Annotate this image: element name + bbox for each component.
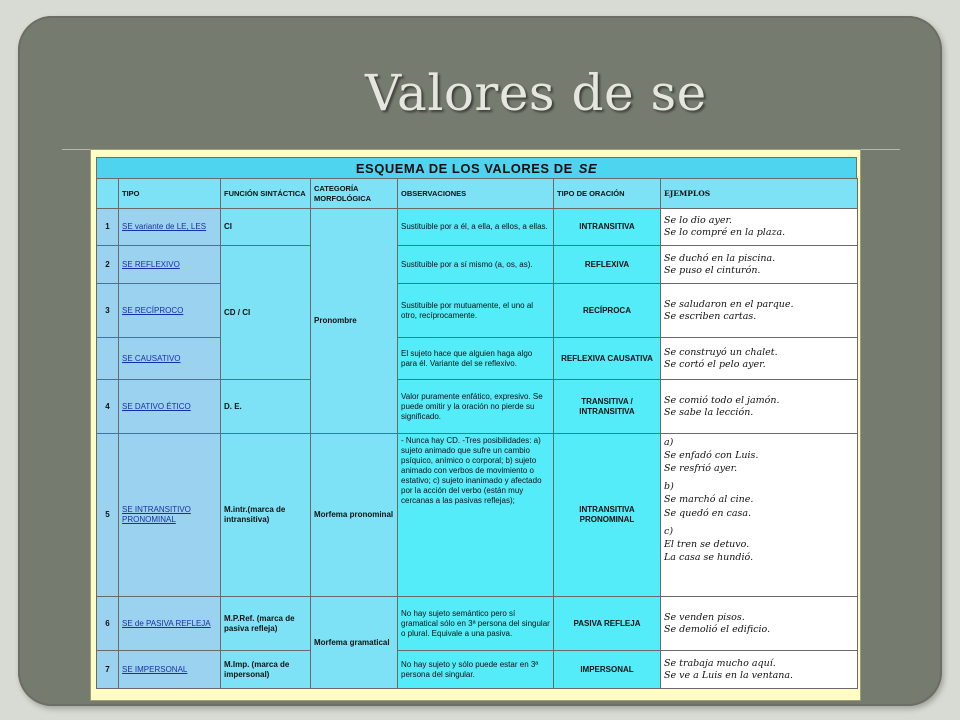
row-oracion: IMPERSONAL [554, 651, 661, 689]
row-tipo-link[interactable]: SE REFLEXIVO [122, 259, 180, 269]
table-row [97, 284, 858, 338]
row-ejemplos [661, 434, 858, 597]
row-tipo-link[interactable]: SE RECÍPROCO [122, 305, 184, 315]
row-tipo[interactable] [119, 380, 221, 434]
row-observaciones: Valor puramente enfático, expresivo. Se puede omitir y la oración no pierde su significado. [398, 380, 554, 434]
ejemplo: Se demolió el edificio. [664, 623, 771, 635]
row-ejemplos [661, 284, 858, 338]
row-tipo[interactable] [119, 338, 221, 380]
row-observaciones: Sustituible por a él, a ella, a ellos, a ellas. [398, 209, 554, 246]
row-observaciones: No hay sujeto y sólo puede estar en 3ª persona del singular. [398, 651, 554, 689]
ejemplo: Se cortó el pelo ayer. [664, 358, 766, 370]
row-oracion: INTRANSITIVA [554, 209, 661, 246]
row-oracion: PASIVA REFLEJA [554, 597, 661, 651]
header-num [97, 179, 119, 209]
header-ejemplos: EJEMPLOS [661, 179, 858, 209]
row-num: 2 [97, 246, 119, 284]
table-row [97, 246, 858, 284]
row-funcion: CI [221, 209, 311, 246]
row-num: 4 [97, 380, 119, 434]
ejemplo: Se venden pisos. [664, 611, 745, 623]
row-tipo[interactable] [119, 246, 221, 284]
ejemplo: El tren se detuvo. [664, 538, 750, 550]
row-num: 3 [97, 284, 119, 338]
ejemplo: b) [664, 481, 674, 493]
row-ejemplos [661, 651, 858, 689]
row-funcion: M.intr.(marca de intransitiva) [221, 434, 311, 597]
row-observaciones: No hay sujeto semántico pero sí gramatical sólo en 3ª persona del singular o plural. Equivale a una pasiva. [398, 597, 554, 651]
scheme-table-image [90, 149, 861, 701]
row-num: 6 [97, 597, 119, 651]
ejemplo: Se trabaja mucho aquí. [664, 657, 776, 669]
row-observaciones: - Nunca hay CD. -Tres posibilidades: a) sujeto animado que sufre un cambio psíquico, anímico o corporal; b) sujeto animado con verbos de movimiento o estativo; c) sujeto inanimado y afectado por la acción del verbo (están muy cercanas a las pasivas reflejas); [398, 434, 554, 597]
ejemplo: Se duchó en la piscina. [664, 252, 776, 264]
row-oracion: REFLEXIVA [554, 246, 661, 284]
row-oracion: RECÍPROCA [554, 284, 661, 338]
row-observaciones: Sustituible por mutuamente, el uno al otro, recíprocamente. [398, 284, 554, 338]
row-categoria: Morfema pronominal [311, 434, 398, 597]
row-observaciones: El sujeto hace que alguien haga algo para él. Variante del se reflexivo. [398, 338, 554, 380]
ejemplo: Se quedó en casa. [664, 507, 752, 519]
row-oracion: TRANSITIVA / INTRANSITIVA [554, 380, 661, 434]
row-ejemplos [661, 246, 858, 284]
row-tipo[interactable] [119, 597, 221, 651]
table-banner [96, 157, 857, 180]
table-row [97, 651, 858, 689]
ejemplo: Se sabe la lección. [664, 406, 754, 418]
ejemplo: La casa se hundió. [664, 551, 754, 563]
ejemplo: c) [664, 525, 674, 537]
table-header-row [97, 179, 858, 209]
table-row [97, 209, 858, 246]
header-funcion: FUNCIÓN SINTÁCTICA [221, 179, 311, 209]
row-categoria: Morfema gramatical [311, 597, 398, 689]
ejemplo: Se enfadó con Luis. [664, 450, 759, 462]
ejemplo: Se resfrió ayer. [664, 463, 738, 475]
header-categoria: CATEGORÍA MORFOLÓGICA [311, 179, 398, 209]
header-tipo: TIPO [119, 179, 221, 209]
row-tipo[interactable] [119, 284, 221, 338]
row-ejemplos [661, 338, 858, 380]
row-num: 7 [97, 651, 119, 689]
row-tipo[interactable] [119, 209, 221, 246]
ejemplo: Se saludaron en el parque. [664, 298, 794, 310]
table-row [97, 380, 858, 434]
ejemplo: Se ve a Luis en la ventana. [664, 669, 794, 681]
banner-em: SE [578, 161, 598, 176]
row-ejemplos [661, 597, 858, 651]
ejemplo: Se escriben cartas. [664, 310, 757, 322]
table-row [97, 434, 858, 597]
row-tipo-link[interactable]: SE IMPERSONAL [122, 664, 188, 674]
row-observaciones: Sustituible por a sí mismo (a, os, as). [398, 246, 554, 284]
table-row [97, 597, 858, 651]
row-ejemplos [661, 380, 858, 434]
row-oracion: REFLEXIVA CAUSATIVA [554, 338, 661, 380]
slide-title: Valores de se [365, 64, 707, 122]
ejemplo: Se puso el cinturón. [664, 264, 761, 276]
row-num [97, 338, 119, 380]
row-funcion: D. E. [221, 380, 311, 434]
ejemplo: Se marchó al cine. [664, 494, 754, 506]
scheme-table [96, 178, 858, 689]
row-tipo[interactable] [119, 434, 221, 597]
ejemplo: Se lo compré en la plaza. [664, 227, 786, 238]
row-ejemplos [661, 209, 858, 246]
ejemplo: Se lo dio ayer. [664, 215, 732, 227]
row-tipo-link[interactable]: SE de PASIVA REFLEJA [122, 618, 211, 628]
row-tipo[interactable] [119, 651, 221, 689]
row-categoria: Pronombre [311, 209, 398, 434]
row-num: 5 [97, 434, 119, 597]
row-funcion: M.Imp. (marca de impersonal) [221, 651, 311, 689]
row-tipo-link[interactable]: SE variante de LE, LES [122, 222, 207, 231]
row-num: 1 [97, 209, 119, 246]
row-funcion: M.P.Ref. (marca de pasiva refleja) [221, 597, 311, 651]
row-tipo-link[interactable]: SE INTRANSITIVO PRONOMINAL [122, 505, 191, 524]
header-oracion: TIPO DE ORACIÓN [554, 179, 661, 209]
row-funcion: CD / CI [221, 246, 311, 380]
ejemplo: Se construyó un chalet. [664, 346, 778, 358]
ejemplo: a) [664, 437, 674, 448]
row-tipo-link[interactable]: SE DATIVO ÉTICO [122, 401, 191, 411]
ejemplo: Se comió todo el jamón. [664, 394, 780, 406]
table-row [97, 338, 858, 380]
banner-text: ESQUEMA DE LOS VALORES DE [355, 161, 573, 176]
row-oracion: INTRANSITIVA PRONOMINAL [554, 434, 661, 597]
row-tipo-link[interactable]: SE CAUSATIVO [122, 353, 181, 363]
header-observaciones: OBSERVACIONES [398, 179, 554, 209]
